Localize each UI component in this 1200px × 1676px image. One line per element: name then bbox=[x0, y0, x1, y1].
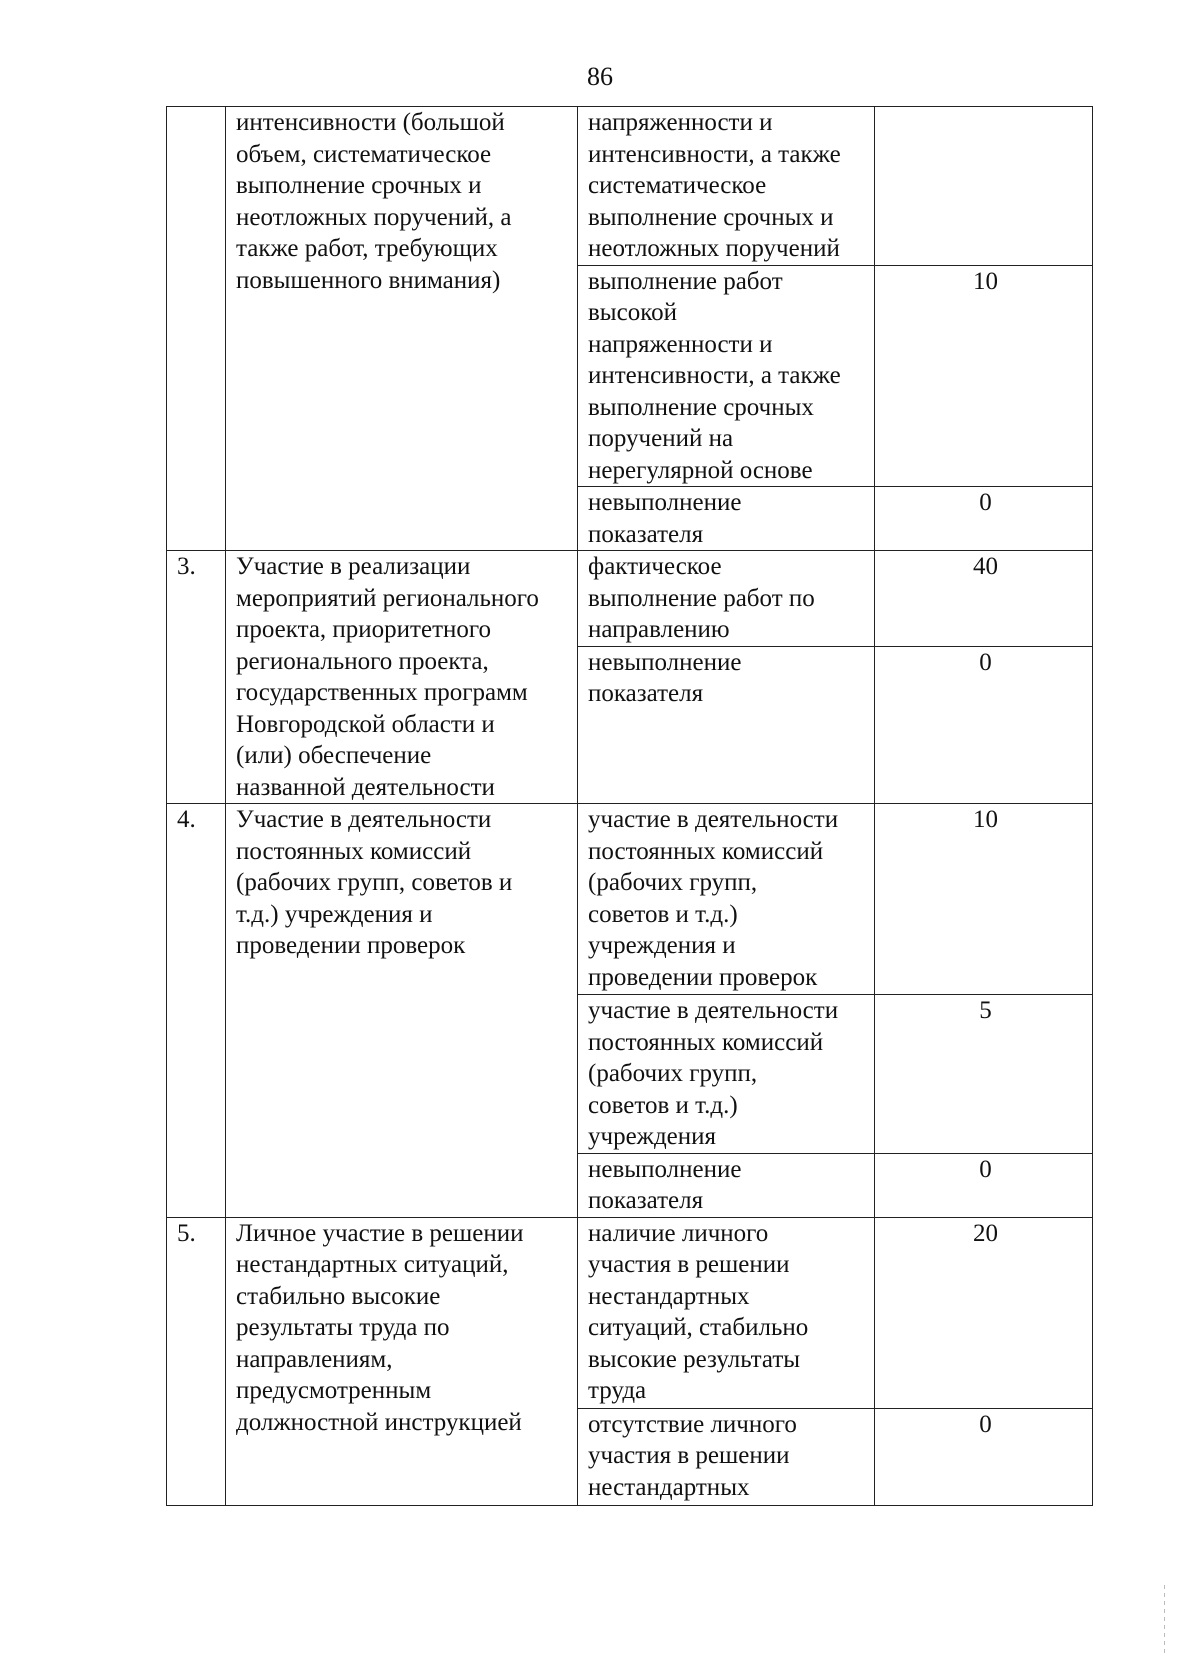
row-number: 4. bbox=[167, 804, 226, 1218]
condition-cell: выполнение работ высокой напряженности и интенсивности, а также выполнение срочных поручений на нерегулярной основе bbox=[578, 265, 875, 487]
condition-cell: фактическое выполнение работ по направлению bbox=[578, 551, 875, 647]
criteria-table bbox=[166, 106, 1093, 1506]
condition-cell: невыполнение показателя bbox=[578, 646, 875, 803]
row-number: 3. bbox=[167, 551, 226, 804]
criterion-cell: Участие в реализации мероприятий регионального проекта, приоритетного регионального проекта, государственных программ Новгородской области и (или) обеспечение названной деятельности bbox=[226, 551, 578, 804]
points-cell: 40 bbox=[875, 551, 1093, 647]
points-cell: 5 bbox=[875, 995, 1093, 1154]
condition-cell: участие в деятельности постоянных комиссий (рабочих групп, советов и т.д.) учреждения bbox=[578, 995, 875, 1154]
points-cell: 0 bbox=[875, 487, 1093, 551]
criterion-cell: интенсивности (большой объем, систематическое выполнение срочных и неотложных поручений, а также работ, требующих повышенного внимания) bbox=[226, 107, 578, 551]
condition-cell: невыполнение показателя bbox=[578, 1153, 875, 1217]
row-number bbox=[167, 107, 226, 551]
table-row bbox=[167, 107, 1093, 266]
points-cell: 0 bbox=[875, 1408, 1093, 1505]
table-row bbox=[167, 551, 1093, 647]
points-cell: 10 bbox=[875, 804, 1093, 995]
criterion-cell: Участие в деятельности постоянных комиссий (рабочих групп, советов и т.д.) учреждения и проведении проверок bbox=[226, 804, 578, 1218]
table-row bbox=[167, 1217, 1093, 1408]
scan-artifact bbox=[1164, 1585, 1165, 1655]
condition-cell: напряженности и интенсивности, а также систематическое выполнение срочных и неотложных поручений bbox=[578, 107, 875, 266]
points-cell: 0 bbox=[875, 646, 1093, 803]
condition-cell: наличие личного участия в решении нестандартных ситуаций, стабильно высокие результаты труда bbox=[578, 1217, 875, 1408]
points-cell: 0 bbox=[875, 1153, 1093, 1217]
row-number: 5. bbox=[167, 1217, 226, 1505]
table-row bbox=[167, 804, 1093, 995]
condition-cell: участие в деятельности постоянных комиссий (рабочих групп, советов и т.д.) учреждения и проведении проверок bbox=[578, 804, 875, 995]
page-number: 86 bbox=[587, 62, 613, 91]
condition-cell: невыполнение показателя bbox=[578, 487, 875, 551]
points-cell: 10 bbox=[875, 265, 1093, 487]
condition-cell: отсутствие личного участия в решении нестандартных bbox=[578, 1408, 875, 1505]
points-cell: 20 bbox=[875, 1217, 1093, 1408]
points-cell bbox=[875, 107, 1093, 266]
criterion-cell: Личное участие в решении нестандартных ситуаций, стабильно высокие результаты труда по направлениям, предусмотренным должностной инструкцией bbox=[226, 1217, 578, 1505]
